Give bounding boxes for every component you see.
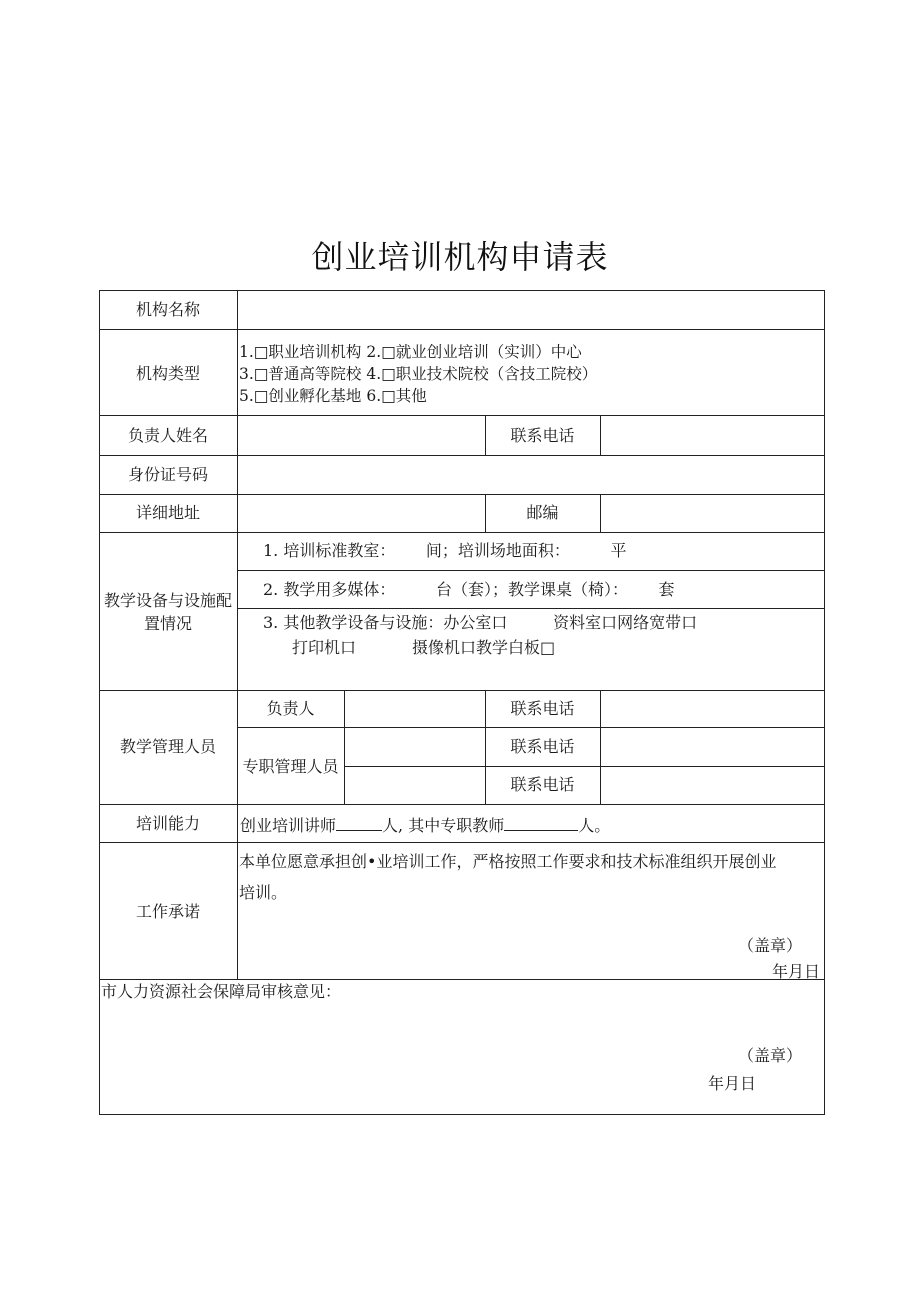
commitment-seal: （盖章）	[738, 936, 803, 955]
column-divider	[237, 290, 238, 979]
id-number-label: 身份证号码	[127, 465, 208, 484]
management-staff-field-1[interactable]	[345, 728, 484, 766]
row-divider	[99, 804, 825, 805]
management-leader-field[interactable]	[345, 691, 484, 727]
equipment-label-line-1: 教学设备与设施配	[103, 591, 232, 610]
capacity-text-fulltime: 人, 其中专职教师	[382, 816, 505, 835]
table-border-bottom	[99, 1114, 825, 1115]
row-divider	[99, 329, 825, 330]
equipment-item-3-line-1[interactable]: 3. 其他教学设备与设施：办公室口 资料室口网络宽带口	[263, 613, 698, 632]
equipment-label-line-2: 置情况	[143, 614, 192, 633]
row-divider	[99, 979, 825, 980]
management-staff-phone-field-1[interactable]	[601, 728, 824, 766]
postcode-label: 邮编	[526, 503, 559, 522]
org-name-field[interactable]	[238, 291, 824, 329]
row-divider	[237, 570, 825, 571]
commitment-date: 年月日	[772, 962, 821, 981]
postcode-field[interactable]	[601, 495, 824, 532]
management-leader-label: 负责人	[266, 699, 315, 718]
org-type-options-line-1[interactable]: 1.□职业培训机构 2.□就业创业培训（实训）中心	[239, 343, 582, 361]
table-border-left	[99, 290, 100, 1115]
capacity-text	[240, 814, 610, 836]
commitment-label: 工作承诺	[135, 902, 200, 921]
leader-phone-field[interactable]	[601, 416, 824, 455]
commitment-text-line-2: 培训。	[239, 883, 288, 902]
capacity-text-instructors: 创业培训讲师	[240, 816, 337, 835]
leader-name-label: 负责人姓名	[127, 426, 208, 445]
org-type-options-line-2[interactable]: 3.□普通高等院校 4.□职业技术院校（含技工院校）	[239, 365, 598, 383]
table-border-right	[824, 290, 825, 1115]
id-number-field[interactable]	[238, 456, 824, 494]
management-staff-label: 专职管理人员	[242, 757, 339, 776]
address-field[interactable]	[238, 495, 484, 532]
address-label: 详细地址	[135, 503, 200, 522]
management-leader-phone-label: 联系电话	[510, 699, 575, 718]
review-date: 年月日	[708, 1074, 757, 1093]
fulltime-teacher-count-blank[interactable]	[504, 814, 578, 831]
management-staff-phone-label-1: 联系电话	[510, 737, 575, 756]
management-label: 教学管理人员	[119, 737, 216, 756]
review-opinion-field[interactable]	[100, 1005, 823, 1045]
equipment-item-2[interactable]: 2. 教学用多媒体： 台（套）；教学课桌（椅）： 套	[263, 580, 675, 599]
capacity-label: 培训能力	[135, 814, 200, 833]
management-staff-phone-field-2[interactable]	[601, 767, 824, 804]
capacity-text-end: 人。	[578, 816, 611, 835]
management-staff-field-2[interactable]	[345, 767, 484, 804]
org-name-label: 机构名称	[135, 300, 200, 319]
review-label: 市人力资源社会保障局审核意见：	[101, 982, 342, 1001]
org-type-options-line-3[interactable]: 5.□创业孵化基地 6.□其他	[239, 387, 427, 405]
management-staff-phone-label-2: 联系电话	[510, 775, 575, 794]
row-divider	[99, 842, 825, 843]
instructor-count-blank[interactable]	[336, 814, 382, 831]
page-title: 创业培训机构申请表	[311, 238, 609, 276]
org-type-label: 机构类型	[135, 364, 200, 383]
management-leader-phone-field[interactable]	[601, 691, 824, 727]
row-divider	[237, 608, 825, 609]
equipment-item-3-line-2[interactable]: 打印机口 摄像机口教学白板□	[292, 638, 556, 657]
review-seal: （盖章）	[738, 1046, 803, 1065]
row-divider	[99, 532, 825, 533]
equipment-item-1[interactable]: 1. 培训标准教室： 间；培训场地面积： 平	[263, 541, 627, 560]
leader-phone-label: 联系电话	[510, 426, 575, 445]
commitment-text-line-1: 本单位愿意承担创•业培训工作，严格按照工作要求和技术标准组织开展创业	[239, 852, 777, 871]
leader-name-field[interactable]	[238, 416, 484, 455]
